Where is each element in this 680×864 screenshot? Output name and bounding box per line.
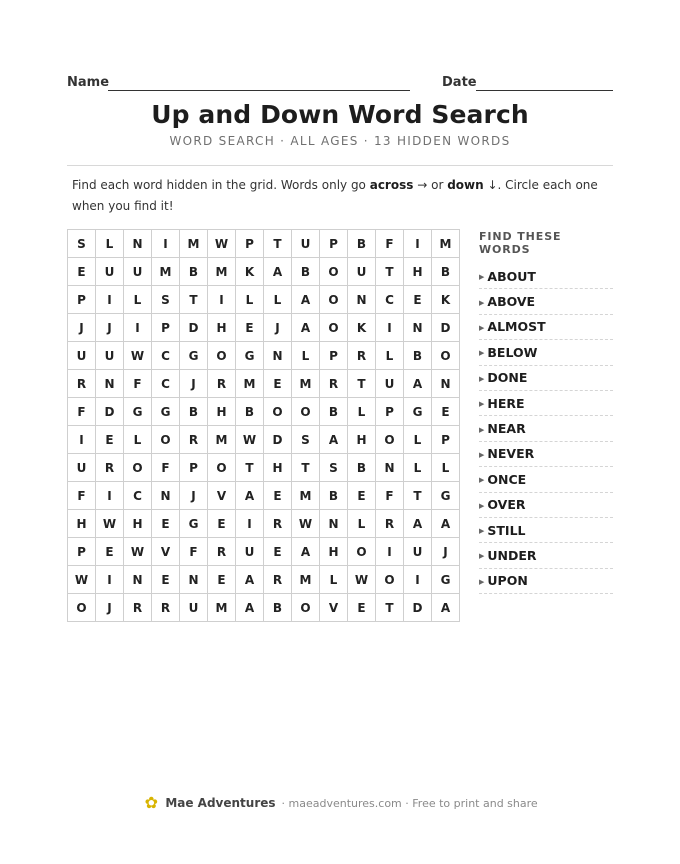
- grid-cell[interactable]: E: [152, 510, 180, 538]
- grid-cell[interactable]: O: [320, 286, 348, 314]
- grid-cell[interactable]: T: [264, 230, 292, 258]
- arrow-right-icon: →: [417, 178, 428, 192]
- grid-cell[interactable]: A: [292, 286, 320, 314]
- grid-cell[interactable]: O: [208, 342, 236, 370]
- grid-cell[interactable]: N: [152, 482, 180, 510]
- grid-cell[interactable]: L: [292, 342, 320, 370]
- grid-cell[interactable]: H: [264, 454, 292, 482]
- grid-cell[interactable]: R: [152, 594, 180, 622]
- grid-cell[interactable]: J: [96, 314, 124, 342]
- grid-cell[interactable]: G: [152, 398, 180, 426]
- grid-cell[interactable]: W: [236, 426, 264, 454]
- grid-cell[interactable]: W: [348, 566, 376, 594]
- grid-cell[interactable]: T: [348, 370, 376, 398]
- grid-cell[interactable]: U: [96, 258, 124, 286]
- grid-cell[interactable]: E: [404, 286, 432, 314]
- grid-cell[interactable]: I: [96, 566, 124, 594]
- grid-cell[interactable]: N: [348, 286, 376, 314]
- grid-cell[interactable]: U: [180, 594, 208, 622]
- grid-cell[interactable]: N: [124, 230, 152, 258]
- grid-cell[interactable]: N: [180, 566, 208, 594]
- grid-cell[interactable]: F: [180, 538, 208, 566]
- grid-cell[interactable]: I: [236, 510, 264, 538]
- grid-cell[interactable]: R: [124, 594, 152, 622]
- grid-cell[interactable]: R: [348, 342, 376, 370]
- grid-cell[interactable]: N: [376, 454, 404, 482]
- grid-cell[interactable]: U: [376, 370, 404, 398]
- footer-brand: Mae Adventures: [165, 796, 276, 810]
- grid-cell[interactable]: H: [124, 510, 152, 538]
- grid-row: [68, 538, 460, 566]
- word-item: [479, 416, 613, 441]
- grid-cell[interactable]: L: [124, 426, 152, 454]
- grid-cell[interactable]: J: [96, 594, 124, 622]
- grid-cell[interactable]: M: [208, 594, 236, 622]
- grid-cell[interactable]: O: [152, 426, 180, 454]
- grid-cell[interactable]: U: [68, 454, 96, 482]
- grid-cell[interactable]: A: [292, 314, 320, 342]
- grid-cell[interactable]: B: [432, 258, 460, 286]
- grid-cell[interactable]: M: [208, 258, 236, 286]
- grid-row: [68, 342, 460, 370]
- grid-cell[interactable]: E: [96, 538, 124, 566]
- grid-cell[interactable]: L: [404, 454, 432, 482]
- grid-cell[interactable]: J: [180, 370, 208, 398]
- grid-cell[interactable]: M: [236, 370, 264, 398]
- grid-cell[interactable]: M: [180, 230, 208, 258]
- grid-cell[interactable]: B: [404, 342, 432, 370]
- triangle-right-icon: ▶: [479, 476, 485, 485]
- grid-cell[interactable]: P: [68, 538, 96, 566]
- grid-cell[interactable]: O: [376, 566, 404, 594]
- triangle-right-icon: ▶: [479, 374, 485, 383]
- word-item: [479, 569, 613, 594]
- grid-cell[interactable]: R: [264, 566, 292, 594]
- grid-cell[interactable]: B: [292, 258, 320, 286]
- word-item: [479, 264, 613, 289]
- grid-cell[interactable]: H: [68, 510, 96, 538]
- word-item: [479, 442, 613, 467]
- grid-cell[interactable]: N: [404, 314, 432, 342]
- grid-cell[interactable]: S: [68, 230, 96, 258]
- grid-cell[interactable]: O: [432, 342, 460, 370]
- instructions: Find each word hidden in the grid. Words only go across → or down ↓. Circle each one when you find it!: [72, 178, 598, 213]
- grid-cell[interactable]: R: [180, 426, 208, 454]
- triangle-right-icon: ▶: [479, 501, 485, 510]
- grid-cell[interactable]: I: [124, 314, 152, 342]
- grid-cell[interactable]: T: [236, 454, 264, 482]
- grid-row: [68, 454, 460, 482]
- grid-cell[interactable]: G: [432, 566, 460, 594]
- footer-tagline: · maeadventures.com · Free to print and share: [281, 796, 538, 810]
- grid-cell[interactable]: H: [208, 314, 236, 342]
- grid-cell[interactable]: L: [432, 454, 460, 482]
- grid-cell[interactable]: U: [96, 342, 124, 370]
- grid-cell[interactable]: M: [292, 370, 320, 398]
- divider: [67, 165, 613, 166]
- grid-cell[interactable]: C: [152, 370, 180, 398]
- grid-cell[interactable]: W: [292, 510, 320, 538]
- grid-cell[interactable]: L: [236, 286, 264, 314]
- letter-grid: [67, 229, 460, 622]
- name-field[interactable]: [108, 90, 410, 91]
- grid-cell[interactable]: A: [264, 258, 292, 286]
- grid-cell[interactable]: E: [208, 510, 236, 538]
- grid-cell[interactable]: O: [68, 594, 96, 622]
- grid-cell[interactable]: W: [208, 230, 236, 258]
- grid-cell[interactable]: U: [292, 230, 320, 258]
- grid-cell[interactable]: N: [320, 510, 348, 538]
- across-keyword: across: [369, 178, 414, 192]
- word-item: [479, 340, 613, 365]
- word-item: [479, 493, 613, 518]
- word-label: DONE: [487, 370, 528, 386]
- grid-cell[interactable]: A: [404, 510, 432, 538]
- down-keyword: down: [447, 178, 484, 192]
- grid-cell[interactable]: R: [208, 538, 236, 566]
- grid-cell[interactable]: I: [96, 286, 124, 314]
- grid-cell[interactable]: G: [180, 342, 208, 370]
- grid-cell[interactable]: O: [292, 398, 320, 426]
- grid-cell[interactable]: P: [68, 286, 96, 314]
- grid-cell[interactable]: T: [292, 454, 320, 482]
- grid-cell[interactable]: A: [432, 510, 460, 538]
- triangle-right-icon: ▶: [479, 349, 485, 358]
- grid-cell[interactable]: B: [180, 258, 208, 286]
- date-label: Date: [442, 75, 477, 90]
- grid-cell[interactable]: A: [404, 370, 432, 398]
- grid-cell[interactable]: V: [152, 538, 180, 566]
- grid-cell[interactable]: C: [124, 482, 152, 510]
- grid-cell[interactable]: B: [348, 230, 376, 258]
- grid-cell[interactable]: I: [376, 538, 404, 566]
- grid-cell[interactable]: I: [376, 314, 404, 342]
- grid-cell[interactable]: S: [152, 286, 180, 314]
- grid-cell[interactable]: N: [124, 566, 152, 594]
- grid-cell[interactable]: L: [404, 426, 432, 454]
- grid-cell[interactable]: O: [124, 454, 152, 482]
- grid-cell[interactable]: O: [320, 258, 348, 286]
- word-label: ABOVE: [487, 294, 536, 310]
- grid-cell[interactable]: U: [404, 538, 432, 566]
- grid-cell[interactable]: N: [96, 370, 124, 398]
- grid-cell[interactable]: L: [376, 342, 404, 370]
- grid-cell[interactable]: D: [404, 594, 432, 622]
- grid-cell[interactable]: G: [236, 342, 264, 370]
- word-label: OVER: [487, 497, 526, 513]
- triangle-right-icon: ▶: [479, 527, 485, 536]
- grid-row: [68, 594, 460, 622]
- grid-cell[interactable]: U: [348, 258, 376, 286]
- grid-cell[interactable]: C: [152, 342, 180, 370]
- triangle-right-icon: ▶: [479, 577, 485, 586]
- grid-cell[interactable]: M: [432, 230, 460, 258]
- grid-cell[interactable]: E: [68, 258, 96, 286]
- word-label: ONCE: [487, 471, 527, 487]
- grid-cell[interactable]: A: [320, 426, 348, 454]
- grid-cell[interactable]: H: [404, 258, 432, 286]
- grid-cell[interactable]: L: [96, 230, 124, 258]
- grid-cell[interactable]: R: [208, 370, 236, 398]
- grid-cell[interactable]: W: [68, 566, 96, 594]
- grid-cell[interactable]: E: [152, 566, 180, 594]
- grid-cell[interactable]: V: [320, 594, 348, 622]
- grid-cell[interactable]: B: [320, 482, 348, 510]
- grid-cell[interactable]: H: [320, 538, 348, 566]
- grid-cell[interactable]: E: [264, 482, 292, 510]
- word-item: [479, 289, 613, 314]
- grid-cell[interactable]: T: [180, 286, 208, 314]
- grid-row: [68, 398, 460, 426]
- grid-row: [68, 314, 460, 342]
- grid-cell[interactable]: O: [348, 538, 376, 566]
- grid-cell[interactable]: I: [152, 230, 180, 258]
- page-subtitle: WORD SEARCH · ALL AGES · 13 HIDDEN WORDS: [169, 134, 511, 148]
- grid-cell[interactable]: L: [348, 510, 376, 538]
- grid-cell[interactable]: H: [208, 398, 236, 426]
- grid-cell[interactable]: V: [208, 482, 236, 510]
- grid-cell[interactable]: B: [236, 398, 264, 426]
- grid-cell[interactable]: P: [152, 314, 180, 342]
- grid-cell[interactable]: G: [180, 510, 208, 538]
- grid-cell[interactable]: E: [264, 370, 292, 398]
- grid-cell[interactable]: N: [432, 370, 460, 398]
- grid-cell[interactable]: T: [376, 258, 404, 286]
- grid-cell[interactable]: A: [236, 482, 264, 510]
- word-label: ABOUT: [487, 268, 536, 284]
- triangle-right-icon: ▶: [479, 552, 485, 561]
- triangle-right-icon: ▶: [479, 298, 485, 307]
- grid-cell[interactable]: L: [320, 566, 348, 594]
- grid-cell[interactable]: F: [152, 454, 180, 482]
- word-item: [479, 543, 613, 568]
- grid-cell[interactable]: E: [264, 538, 292, 566]
- grid-cell[interactable]: U: [124, 258, 152, 286]
- triangle-right-icon: ▶: [479, 273, 485, 282]
- word-item: [479, 467, 613, 492]
- word-item: [479, 315, 613, 340]
- grid-cell[interactable]: U: [68, 342, 96, 370]
- date-field[interactable]: [476, 90, 613, 91]
- triangle-right-icon: ▶: [479, 400, 485, 409]
- grid-cell[interactable]: H: [348, 426, 376, 454]
- grid-cell[interactable]: W: [124, 538, 152, 566]
- grid-cell[interactable]: T: [404, 482, 432, 510]
- grid-cell[interactable]: F: [68, 398, 96, 426]
- word-item: [479, 518, 613, 543]
- grid-cell[interactable]: A: [292, 538, 320, 566]
- grid-cell[interactable]: S: [320, 454, 348, 482]
- grid-row: [68, 566, 460, 594]
- grid-cell[interactable]: B: [180, 398, 208, 426]
- grid-cell[interactable]: F: [124, 370, 152, 398]
- word-label: HERE: [487, 395, 525, 411]
- triangle-right-icon: ▶: [479, 425, 485, 434]
- grid-cell[interactable]: O: [264, 398, 292, 426]
- grid-cell[interactable]: B: [320, 398, 348, 426]
- grid-row: [68, 286, 460, 314]
- triangle-right-icon: ▶: [479, 450, 485, 459]
- grid-cell[interactable]: I: [404, 230, 432, 258]
- grid-cell[interactable]: J: [68, 314, 96, 342]
- grid-cell[interactable]: F: [68, 482, 96, 510]
- grid-cell[interactable]: E: [208, 566, 236, 594]
- word-list: [479, 230, 613, 594]
- word-label: NEAR: [487, 421, 526, 437]
- grid-cell[interactable]: R: [68, 370, 96, 398]
- grid-cell[interactable]: T: [376, 594, 404, 622]
- grid-cell[interactable]: R: [264, 510, 292, 538]
- word-label: STILL: [487, 522, 526, 538]
- grid-cell[interactable]: S: [292, 426, 320, 454]
- grid-cell[interactable]: F: [376, 482, 404, 510]
- grid-cell[interactable]: R: [320, 370, 348, 398]
- grid-cell[interactable]: G: [432, 482, 460, 510]
- grid-cell[interactable]: B: [264, 594, 292, 622]
- grid-cell[interactable]: L: [264, 286, 292, 314]
- grid-cell[interactable]: D: [180, 314, 208, 342]
- grid-cell[interactable]: A: [236, 566, 264, 594]
- grid-cell[interactable]: A: [236, 594, 264, 622]
- grid-cell[interactable]: I: [68, 426, 96, 454]
- word-label: UPON: [487, 573, 528, 589]
- arrow-down-icon: ↓: [487, 178, 498, 192]
- triangle-right-icon: ▶: [479, 323, 485, 332]
- name-label: Name: [67, 75, 110, 90]
- grid-cell[interactable]: B: [348, 454, 376, 482]
- grid-cell[interactable]: J: [432, 538, 460, 566]
- grid-cell[interactable]: P: [376, 398, 404, 426]
- name-date-row: [67, 72, 613, 94]
- grid-cell[interactable]: P: [320, 342, 348, 370]
- word-item: [479, 366, 613, 391]
- word-label: UNDER: [487, 547, 537, 563]
- grid-cell[interactable]: I: [404, 566, 432, 594]
- grid-cell[interactable]: A: [432, 594, 460, 622]
- grid-cell[interactable]: F: [376, 230, 404, 258]
- grid-cell[interactable]: J: [264, 314, 292, 342]
- daisy-icon: ✿: [144, 793, 159, 812]
- grid-cell[interactable]: P: [432, 426, 460, 454]
- grid-cell[interactable]: K: [348, 314, 376, 342]
- grid-cell[interactable]: I: [208, 286, 236, 314]
- grid-row: [68, 370, 460, 398]
- grid-cell[interactable]: K: [236, 258, 264, 286]
- grid-cell[interactable]: M: [208, 426, 236, 454]
- grid-cell[interactable]: E: [348, 482, 376, 510]
- grid-row: [68, 426, 460, 454]
- footer: [0, 794, 680, 812]
- grid-cell[interactable]: N: [264, 342, 292, 370]
- grid-cell[interactable]: D: [432, 314, 460, 342]
- grid-cell[interactable]: P: [180, 454, 208, 482]
- grid-cell[interactable]: D: [96, 398, 124, 426]
- grid-cell[interactable]: I: [96, 482, 124, 510]
- grid-cell[interactable]: L: [124, 286, 152, 314]
- grid-cell[interactable]: G: [404, 398, 432, 426]
- grid-row: [68, 482, 460, 510]
- word-list-heading: FIND THESE WORDS: [479, 230, 562, 256]
- grid-cell[interactable]: M: [152, 258, 180, 286]
- grid-cell[interactable]: L: [348, 398, 376, 426]
- grid-cell[interactable]: O: [376, 426, 404, 454]
- grid-cell[interactable]: U: [236, 538, 264, 566]
- grid-row: [68, 258, 460, 286]
- grid-row: [68, 510, 460, 538]
- word-item: [479, 391, 613, 416]
- grid-cell[interactable]: W: [124, 342, 152, 370]
- word-items: [479, 264, 613, 594]
- grid-row: [68, 230, 460, 258]
- grid-cell[interactable]: D: [264, 426, 292, 454]
- word-label: BELOW: [487, 344, 538, 360]
- grid-cell[interactable]: G: [124, 398, 152, 426]
- grid-cell[interactable]: M: [292, 566, 320, 594]
- grid-cell[interactable]: R: [376, 510, 404, 538]
- grid-cell[interactable]: E: [432, 398, 460, 426]
- grid-cell[interactable]: E: [96, 426, 124, 454]
- grid-cell[interactable]: P: [236, 230, 264, 258]
- page-title: Up and Down Word Search: [151, 100, 529, 129]
- grid-cell[interactable]: C: [376, 286, 404, 314]
- grid-cell[interactable]: E: [236, 314, 264, 342]
- grid-cell[interactable]: R: [96, 454, 124, 482]
- grid-cell[interactable]: E: [348, 594, 376, 622]
- grid-cell[interactable]: W: [96, 510, 124, 538]
- word-label: NEVER: [487, 446, 535, 462]
- grid-cell[interactable]: O: [320, 314, 348, 342]
- grid-cell[interactable]: K: [432, 286, 460, 314]
- grid-cell[interactable]: J: [180, 482, 208, 510]
- grid-cell[interactable]: O: [292, 594, 320, 622]
- grid-cell[interactable]: O: [208, 454, 236, 482]
- grid-cell[interactable]: M: [292, 482, 320, 510]
- word-label: ALMOST: [487, 319, 546, 335]
- grid-cell[interactable]: P: [320, 230, 348, 258]
